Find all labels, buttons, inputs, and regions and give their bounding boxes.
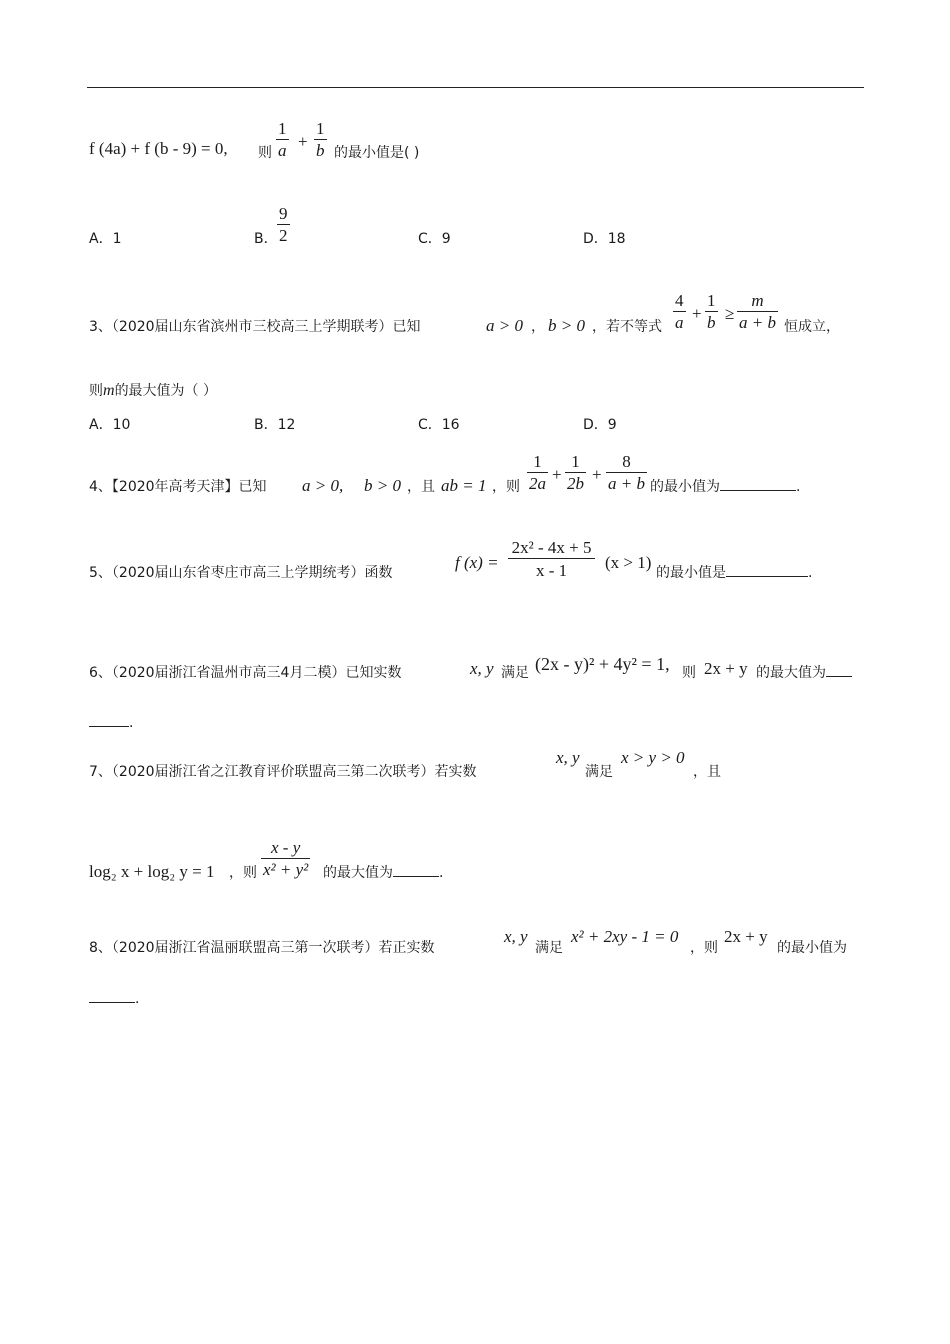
q7-log-equation: log₂ x + log₂ y = 1 bbox=[89, 862, 215, 881]
q4-mid: ，且 bbox=[407, 479, 435, 495]
q3-fraction-3: $\frac{m}{a + b}$ bbox=[739, 291, 776, 332]
q8-tail-line2: . bbox=[89, 992, 139, 1006]
q2-option-b-fraction: $\frac{9}{2}$ bbox=[279, 204, 288, 245]
q3-tail: 恒成立， bbox=[784, 319, 840, 335]
q6-xy: x, y bbox=[470, 659, 494, 678]
q3-prefix: 3、（2020届山东省滨州市三校高三上学期联考）已知 bbox=[89, 319, 421, 335]
q3-option-d: D．9 bbox=[583, 417, 617, 433]
q5-fraction: $\frac{\text{2x² - 4x + 5}}{x - 1}$ bbox=[508, 538, 595, 580]
q2-tail: 的最小值是( ) bbox=[334, 145, 420, 161]
q6-manzu: 满足 bbox=[501, 665, 529, 681]
q2-option-a: A．1 bbox=[89, 231, 122, 247]
q3-option-a: A．10 bbox=[89, 417, 131, 433]
q6-answer-blank-b[interactable] bbox=[89, 726, 129, 727]
q7-fraction: $\frac{x - y}{\text{x² + y²}}$ bbox=[263, 838, 309, 879]
q4-ab: ab = 1 bbox=[441, 476, 487, 495]
q6-equation: (2x - y)² + 4y² = 1, bbox=[535, 654, 670, 674]
q2-fraction-1: $\frac{1}{a}$ bbox=[278, 119, 287, 160]
q6-expression: 2x + y bbox=[704, 659, 748, 678]
q3-fraction-1: $\frac{4}{a}$ bbox=[675, 291, 684, 332]
q6-tail: 的最大值为 bbox=[756, 666, 852, 680]
q8-manzu: 满足 bbox=[535, 940, 563, 956]
q6-prefix: 6、（2020届浙江省温州市高三4月二模）已知实数 bbox=[89, 665, 402, 681]
q7-prefix: 7、（2020届浙江省之江教育评价联盟高三第二次联考）若实数 bbox=[89, 764, 477, 780]
q7-ze: ，则 bbox=[229, 865, 257, 881]
q4-ze: ，则 bbox=[492, 479, 520, 495]
q4-tail: 的最小值为 . bbox=[650, 479, 801, 495]
q4-plus-2: + bbox=[592, 465, 602, 484]
q4-prefix: 4、【2020年高考天津】已知 bbox=[89, 479, 267, 495]
q6-answer-blank-a[interactable] bbox=[826, 676, 852, 677]
q3-option-c: C．16 bbox=[418, 417, 460, 433]
q2-fraction-2: $\frac{1}{b}$ bbox=[316, 119, 325, 160]
q4-plus-1: + bbox=[552, 465, 562, 484]
q4-answer-blank[interactable] bbox=[720, 490, 796, 491]
q5-tail: 的最小值是 . bbox=[656, 565, 813, 581]
q3-fraction-2: $\frac{1}{b}$ bbox=[707, 291, 716, 332]
q7-answer-blank[interactable] bbox=[393, 876, 439, 877]
q4-fraction-3: $\frac{8}{a + b}$ bbox=[608, 452, 645, 493]
q8-answer-blank[interactable] bbox=[89, 1002, 135, 1003]
q5-prefix: 5、（2020届山东省枣庄市高三上学期统考）函数 bbox=[89, 565, 393, 581]
q3-plus: + bbox=[692, 304, 702, 323]
q8-ze: ，则 bbox=[690, 940, 718, 956]
q3-ge: ≥ bbox=[725, 304, 735, 323]
q7-qie: ，且 bbox=[693, 764, 721, 780]
q5-answer-blank[interactable] bbox=[726, 576, 808, 577]
q2-option-c: C．9 bbox=[418, 231, 451, 247]
q2-option-d: D．18 bbox=[583, 231, 626, 247]
q5-domain: (x > 1) bbox=[605, 553, 652, 572]
q3-a-condition: a > 0 bbox=[486, 316, 523, 335]
q8-tail: 的最小值为 bbox=[777, 940, 847, 956]
q4-fraction-1: $\frac{1}{2a}$ bbox=[529, 452, 546, 493]
q3-mid: ，若不等式 bbox=[592, 319, 662, 335]
q3-option-b: B．12 bbox=[254, 417, 296, 433]
q8-expression: 2x + y bbox=[724, 927, 768, 946]
q2-condition: f (4a) + f (b - 9) = 0, bbox=[89, 139, 228, 158]
q6-tail-line2: . bbox=[89, 716, 133, 730]
q7-tail: 的最大值为 . bbox=[323, 865, 444, 881]
q5-fx: f (x) = bbox=[455, 553, 499, 572]
q3-comma: ， bbox=[531, 319, 545, 335]
q8-xy: x, y bbox=[504, 927, 528, 946]
q8-prefix: 8、（2020届浙江省温丽联盟高三第一次联考）若正实数 bbox=[89, 940, 435, 956]
q2-ze: 则 bbox=[258, 145, 272, 161]
q6-ze: 则 bbox=[682, 665, 696, 681]
header-rule bbox=[87, 87, 864, 88]
q2-option-b: B． bbox=[254, 231, 278, 247]
q7-manzu: 满足 bbox=[585, 764, 613, 780]
q8-equation: x² + 2xy - 1 = 0 bbox=[571, 927, 679, 946]
q4-fraction-2: $\frac{1}{2b}$ bbox=[567, 452, 584, 493]
q3-b-condition: b > 0 bbox=[548, 316, 585, 335]
q4-b-condition: b > 0 bbox=[364, 476, 401, 495]
q2-plus: + bbox=[298, 132, 308, 151]
q4-a-condition: a > 0, bbox=[302, 476, 344, 495]
q7-xy: x, y bbox=[556, 748, 580, 767]
q3-line2: 则m的最大值为（ ） bbox=[89, 382, 218, 399]
q7-condition: x > y > 0 bbox=[621, 748, 685, 767]
